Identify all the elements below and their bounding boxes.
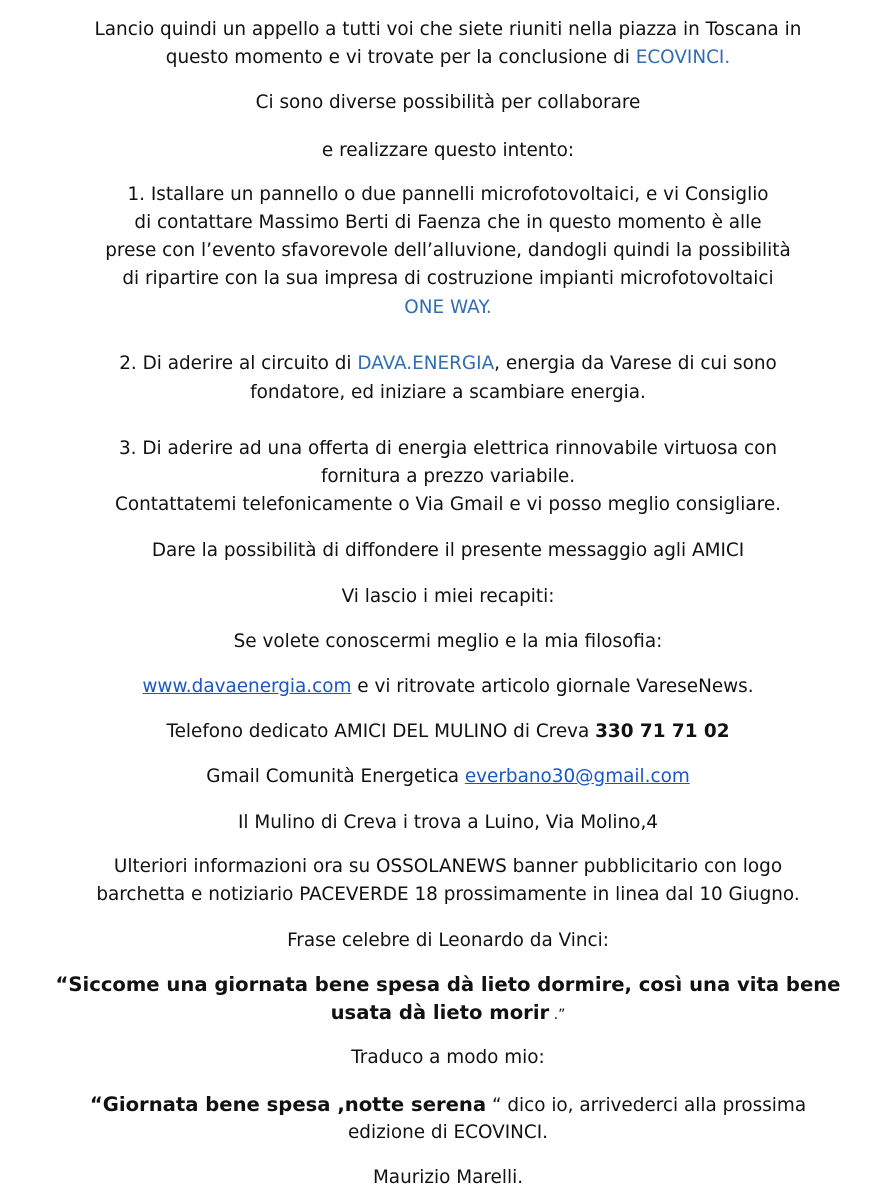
item-3-line-2: fornitura a prezzo variabile. <box>320 466 576 487</box>
item-1-line-4: di ripartire con la sua impresa di costruzione impianti microfotovoltaici <box>122 268 774 289</box>
gmail-line <box>0 765 896 789</box>
closing-quote: “Giornata bene spesa ,notte serena <box>89 1093 487 1116</box>
closing-line-1 <box>0 1093 896 1118</box>
item-2-text-post: , energia da Varese di cui sono <box>494 353 777 374</box>
website-text: e vi ritrovate articolo giornale VareseNews. <box>351 676 754 697</box>
item-2-line-2: fondatore, ed iniziare a scambiare energia. <box>250 382 646 403</box>
item-2-text-pre: 2. Di aderire al circuito di <box>119 353 358 374</box>
website-link[interactable]: www.davaenergia.com <box>142 676 352 697</box>
intro-line-2-text: questo momento e vi trovate per la conclusione di <box>165 47 636 68</box>
phone-number: 330 71 71 02 <box>595 721 730 742</box>
more-info-line-1: Ulteriori informazioni ora su OSSOLANEWS banner pubblicitario con logo <box>113 856 783 877</box>
website-line <box>0 675 896 699</box>
share-line: Dare la possibilità di diffondere il presente messaggio agli AMICI <box>151 540 745 561</box>
item-3-line-3: Contattatemi telefonicamente o Via Gmail e vi posso meglio consigliare. <box>115 494 781 515</box>
phone-label: Telefono dedicato AMICI DEL MULINO di Creva <box>166 721 596 742</box>
quote-line-2 <box>0 1001 896 1027</box>
item-1-line-3: prese con l’evento sfavorevole dell’alluvione, dandogli quindi la possibilità <box>105 240 791 261</box>
possibilities-line: Ci sono diverse possibilità per collaborare <box>255 92 641 113</box>
intent-line: e realizzare questo intento: <box>321 140 575 161</box>
closing-line-2: edizione di ECOVINCI. <box>347 1122 549 1143</box>
intro-line-1: Lancio quindi un appello a tutti voi che siete riuniti nella piazza in Toscana in <box>94 19 802 40</box>
contacts-intro: Vi lascio i miei recapiti: <box>341 586 555 607</box>
closing-text: “ dico io, arrivederci alla prossima <box>486 1095 807 1116</box>
ecovinci-highlight: ECOVINCI. <box>635 47 731 68</box>
gmail-label: Gmail Comunità Energetica <box>206 766 465 787</box>
intro-line-2 <box>0 46 896 70</box>
quote-intro: Frase celebre di Leonardo da Vinci: <box>287 930 609 951</box>
quote-end-mark: .” <box>549 1007 566 1023</box>
quote-line-2-text: usata dà lieto morir <box>330 1001 550 1024</box>
signature: Maurizio Marelli. <box>372 1167 524 1188</box>
translate-intro: Traduco a modo mio: <box>351 1047 545 1068</box>
phone-line <box>0 720 896 744</box>
quote-line-1: “Siccome una giornata bene spesa dà lieto dormire, così una vita bene <box>55 973 841 996</box>
more-info-line-2: barchetta e notiziario PACEVERDE 18 prossimamente in linea dal 10 Giugno. <box>96 884 800 905</box>
dava-energia-highlight: DAVA.ENERGIA <box>357 353 495 374</box>
one-way-highlight: ONE WAY. <box>404 297 492 318</box>
philosophy-line: Se volete conoscermi meglio e la mia filosofia: <box>233 631 663 652</box>
item-3-line-1: 3. Di aderire ad una offerta di energia elettrica rinnovabile virtuosa con <box>118 438 778 459</box>
item-1-line-1: 1. Istallare un pannello o due pannelli microfotovoltaici, e vi Consiglio <box>127 184 769 205</box>
address-line: Il Mulino di Creva i trova a Luino, Via Molino,4 <box>238 812 658 833</box>
email-link[interactable]: everbano30@gmail.com <box>464 766 690 787</box>
item-1-line-2: di contattare Massimo Berti di Faenza che in questo momento è alle <box>134 212 762 233</box>
item-2-line-1 <box>0 352 896 376</box>
